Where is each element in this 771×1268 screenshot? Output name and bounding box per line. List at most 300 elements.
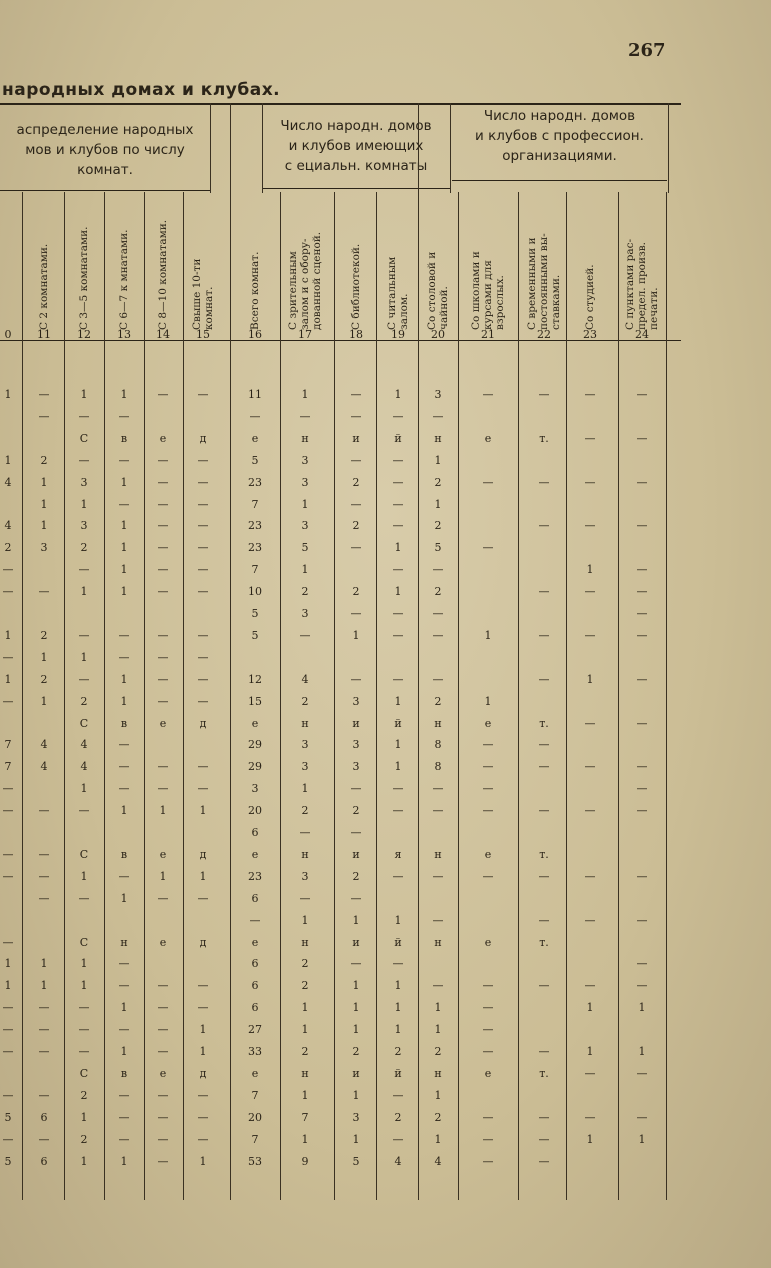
table-cell: 1 [352, 1001, 360, 1014]
table-cell: 1 [586, 1045, 594, 1058]
table-cell: е [251, 936, 259, 949]
table-cell: — [636, 957, 648, 970]
table-cell: — [432, 629, 444, 642]
table-cell: 1 [40, 695, 48, 708]
table-cell: 1 [120, 1155, 128, 1168]
group-rooms-header [0, 120, 210, 180]
table-cell: — [584, 476, 596, 489]
table-cell: — [197, 651, 209, 664]
group-prof-header [452, 106, 667, 166]
table-cell: 7 [251, 1089, 259, 1102]
column-number: 13 [117, 328, 131, 341]
table-cell: 1 [159, 870, 167, 883]
table-cell: — [157, 782, 169, 795]
table-cell: — [118, 629, 130, 642]
table-cell: — [38, 870, 50, 883]
table-cell: — [482, 979, 494, 992]
table-cell: 1 [120, 1045, 128, 1058]
table-cell: 1 [40, 651, 48, 664]
table-cell: — [157, 629, 169, 642]
table-cell: 4 [394, 1155, 402, 1168]
table-cell: — [2, 1045, 14, 1058]
table-cell: — [157, 1155, 169, 1168]
table-cell: — [157, 454, 169, 467]
table-cell: — [350, 388, 362, 401]
table-cell: — [636, 1067, 648, 1080]
table-cell: — [538, 519, 550, 532]
table-cell: е [159, 936, 167, 949]
table-cell: — [118, 498, 130, 511]
table-cell: 3 [301, 738, 309, 751]
column-rule [666, 192, 667, 1200]
group-special-line-3: с ециальн. комнаты [284, 158, 428, 174]
table-cell: — [38, 892, 50, 905]
table-cell: — [636, 760, 648, 773]
table-cell: 1 [80, 979, 88, 992]
column-number: 23 [583, 328, 597, 341]
table-cell: 2 [352, 1045, 360, 1058]
table-cell: 5 [4, 1111, 12, 1124]
table-cell: — [2, 804, 14, 817]
column-header-22: С временными и [526, 237, 538, 330]
table-cell: — [482, 782, 494, 795]
table-cell: — [350, 782, 362, 795]
table-cell: и [352, 432, 360, 445]
group-rooms-line-1: аспределение народных [16, 122, 194, 138]
column-number: 17 [298, 328, 312, 341]
table-cell: — [157, 1045, 169, 1058]
table-cell: 6 [251, 892, 259, 905]
table-cell: 2 [394, 1111, 402, 1124]
table-cell: 4 [4, 476, 12, 489]
table-cell: й [394, 432, 402, 445]
table-cell: — [392, 519, 404, 532]
table-cell: 1 [394, 1001, 402, 1014]
table-cell: 6 [251, 826, 259, 839]
table-cell: — [249, 914, 261, 927]
table-cell: — [392, 498, 404, 511]
table-cell: — [2, 936, 14, 949]
table-cell: 1 [301, 1089, 309, 1102]
table-cell: н [434, 848, 442, 861]
table-cell: 1 [80, 651, 88, 664]
table-cell: 1 [394, 760, 402, 773]
column-header-24: С пунктами рас- [624, 238, 636, 330]
table-cell: 1 [40, 979, 48, 992]
table-cell: — [584, 870, 596, 883]
table-cell: — [636, 1111, 648, 1124]
table-cell: 7 [301, 1111, 309, 1124]
table-cell: в [120, 1067, 128, 1080]
table-cell: 3 [434, 388, 442, 401]
table-cell: 1 [199, 804, 207, 817]
table-cell: — [584, 979, 596, 992]
table-cell: 1 [394, 695, 402, 708]
table-cell: 2 [434, 1111, 442, 1124]
table-cell: — [157, 563, 169, 576]
table-cell: й [394, 1067, 402, 1080]
table-cell: — [2, 695, 14, 708]
table-cell: — [118, 1111, 130, 1124]
column-rule [280, 192, 281, 1200]
table-cell: 1 [434, 1001, 442, 1014]
table-cell: 1 [80, 585, 88, 598]
table-cell: — [432, 607, 444, 620]
table-cell: — [197, 1001, 209, 1014]
column-rule [334, 192, 335, 1200]
table-cell: — [350, 826, 362, 839]
table-cell: 2 [301, 1045, 309, 1058]
table-cell: 20 [248, 804, 262, 817]
table-cell: 6 [251, 957, 259, 970]
table-cell: — [78, 410, 90, 423]
table-cell: 2 [301, 979, 309, 992]
column-number: 20 [431, 328, 445, 341]
table-cell: — [636, 432, 648, 445]
table-cell: в [120, 717, 128, 730]
table-cell: е [159, 1067, 167, 1080]
table-cell: 1 [352, 914, 360, 927]
table-cell: 4 [40, 760, 48, 773]
table-cell: — [197, 498, 209, 511]
table-cell: С [79, 432, 89, 445]
table-cell: 1 [638, 1133, 646, 1146]
table-cell: е [251, 717, 259, 730]
table-cell: — [482, 1111, 494, 1124]
table-cell: — [636, 673, 648, 686]
table-cell: — [636, 629, 648, 642]
table-cell: — [636, 782, 648, 795]
table-cell: — [482, 388, 494, 401]
table-cell: — [482, 738, 494, 751]
table-cell: 1 [120, 563, 128, 576]
table-cell: 1 [352, 1133, 360, 1146]
table-cell: 2 [40, 629, 48, 642]
table-cell: н [301, 1067, 309, 1080]
table-cell: 2 [352, 519, 360, 532]
table-cell: 1 [80, 1155, 88, 1168]
table-cell: — [482, 760, 494, 773]
column-header-16: Всего комнат. [249, 251, 261, 330]
table-cell: — [197, 454, 209, 467]
table-cell: — [392, 804, 404, 817]
table-cell: — [350, 454, 362, 467]
column-header-19: С читальным [386, 256, 398, 330]
column-number: 19 [391, 328, 405, 341]
table-cell: и [352, 1067, 360, 1080]
top-rule [0, 103, 681, 105]
table-cell: 1 [484, 629, 492, 642]
table-cell: — [538, 585, 550, 598]
column-number: 16 [248, 328, 262, 341]
table-cell: — [157, 892, 169, 905]
table-cell: 1 [586, 1001, 594, 1014]
table-cell: 1 [586, 563, 594, 576]
table-cell: — [197, 1133, 209, 1146]
table-cell: — [197, 519, 209, 532]
table-cell: 1 [301, 914, 309, 927]
table-cell: 2 [301, 585, 309, 598]
column-number: 0 [4, 328, 12, 341]
table-cell: 1 [4, 454, 12, 467]
table-cell: н [434, 432, 442, 445]
table-cell: — [482, 1155, 494, 1168]
table-cell: — [432, 979, 444, 992]
page-title: народных домах и клубах. [2, 80, 281, 100]
table-cell: — [538, 1045, 550, 1058]
group-rule [262, 103, 263, 193]
table-cell: — [538, 914, 550, 927]
table-cell: — [299, 629, 311, 642]
table-cell: 3 [352, 738, 360, 751]
column-number: 14 [156, 328, 170, 341]
table-cell: 1 [301, 1001, 309, 1014]
table-cell: — [584, 1111, 596, 1124]
table-cell: — [299, 826, 311, 839]
table-cell: 1 [199, 1155, 207, 1168]
table-cell: — [392, 454, 404, 467]
table-cell: 3 [352, 1111, 360, 1124]
column-rule [376, 192, 377, 1200]
table-cell: — [636, 519, 648, 532]
table-cell: — [38, 1023, 50, 1036]
table-cell: 1 [120, 388, 128, 401]
table-cell: 20 [248, 1111, 262, 1124]
column-header-21: взрослых. [494, 275, 506, 330]
column-number: 15 [196, 328, 210, 341]
table-cell: С [79, 848, 89, 861]
table-cell: 3 [40, 541, 48, 554]
group-prof-line-2: и клубов с профессион. [475, 128, 644, 144]
table-cell: — [157, 1089, 169, 1102]
table-cell: 1 [394, 979, 402, 992]
group-rooms-line-2: мов и клубов по числу [25, 142, 185, 158]
table-cell: — [157, 388, 169, 401]
table-cell: — [157, 760, 169, 773]
table-cell: — [38, 848, 50, 861]
table-cell: — [299, 892, 311, 905]
table-cell: 6 [40, 1155, 48, 1168]
table-cell: 6 [40, 1111, 48, 1124]
table-cell: — [118, 1023, 130, 1036]
column-header-17: залом и с обору- [299, 238, 311, 330]
table-cell: 1 [4, 673, 12, 686]
column-header-15: комнат. [203, 286, 215, 330]
table-cell: 1 [586, 1133, 594, 1146]
column-rule [230, 103, 231, 1200]
table-cell: в [120, 432, 128, 445]
table-cell: — [432, 804, 444, 817]
table-cell: е [251, 1067, 259, 1080]
table-cell: — [392, 410, 404, 423]
table-cell: т. [539, 432, 549, 445]
table-cell: 1 [4, 629, 12, 642]
table-cell: — [584, 388, 596, 401]
table-cell: — [38, 1045, 50, 1058]
table-cell: — [538, 760, 550, 773]
table-cell: — [118, 651, 130, 664]
table-cell: — [2, 563, 14, 576]
table-cell: 6 [251, 1001, 259, 1014]
table-cell: 23 [248, 519, 262, 532]
table-cell: 5 [251, 454, 259, 467]
table-cell: 1 [4, 957, 12, 970]
table-cell: 2 [40, 454, 48, 467]
table-cell: е [484, 936, 492, 949]
column-number: 22 [537, 328, 551, 341]
column-rule [518, 192, 519, 1200]
table-cell: 5 [4, 1155, 12, 1168]
table-cell: 23 [248, 541, 262, 554]
table-cell: 2 [434, 476, 442, 489]
table-cell: — [249, 410, 261, 423]
table-cell: й [394, 717, 402, 730]
table-cell: — [482, 870, 494, 883]
table-cell: 15 [248, 695, 262, 708]
group-prof-underline [452, 180, 667, 181]
table-cell: 6 [251, 979, 259, 992]
table-cell: — [584, 585, 596, 598]
group-special-header [262, 116, 450, 176]
column-header-22: ставками. [550, 274, 562, 330]
column-header-13: С 6—7 к мнатами. [118, 229, 130, 330]
table-cell: 1 [4, 388, 12, 401]
table-cell: — [636, 870, 648, 883]
table-cell: — [157, 1111, 169, 1124]
column-header-22: постоянными вы- [538, 233, 550, 330]
table-cell: — [157, 585, 169, 598]
table-cell: — [584, 717, 596, 730]
table-cell: — [584, 432, 596, 445]
table-cell: — [584, 914, 596, 927]
table-cell: — [392, 476, 404, 489]
table-cell: 8 [434, 738, 442, 751]
table-cell: н [301, 432, 309, 445]
table-cell: 23 [248, 870, 262, 883]
table-cell: — [636, 563, 648, 576]
group-rule [450, 103, 451, 193]
table-cell: 2 [4, 541, 12, 554]
table-cell: 1 [638, 1045, 646, 1058]
table-cell: — [78, 563, 90, 576]
table-cell: — [157, 1001, 169, 1014]
table-cell: — [636, 388, 648, 401]
group-rule [668, 103, 669, 193]
table-cell: — [38, 1133, 50, 1146]
table-cell: — [538, 804, 550, 817]
table-cell: — [636, 607, 648, 620]
table-cell: 1 [434, 454, 442, 467]
table-cell: — [38, 585, 50, 598]
table-cell: д [199, 432, 207, 445]
table-cell: — [197, 585, 209, 598]
table-cell: 7 [251, 498, 259, 511]
table-cell: 12 [248, 673, 262, 686]
table-cell: — [432, 870, 444, 883]
table-cell: 2 [394, 1045, 402, 1058]
table-cell: 1 [80, 1111, 88, 1124]
table-cell: 3 [301, 454, 309, 467]
group-prof-line-3: организациями. [502, 148, 617, 164]
table-cell: 1 [434, 498, 442, 511]
table-cell: — [482, 804, 494, 817]
table-cell: — [538, 388, 550, 401]
table-cell: н [301, 848, 309, 861]
table-cell: — [197, 629, 209, 642]
table-cell: 2 [434, 1045, 442, 1058]
table-cell: 1 [352, 629, 360, 642]
table-cell: — [78, 1045, 90, 1058]
table-cell: — [197, 695, 209, 708]
table-cell: 7 [251, 1133, 259, 1146]
table-cell: — [157, 695, 169, 708]
table-cell: 1 [120, 673, 128, 686]
table-cell: 2 [80, 1133, 88, 1146]
column-rule [618, 192, 619, 1200]
table-cell: — [482, 1001, 494, 1014]
table-cell: — [350, 892, 362, 905]
table-cell: 3 [301, 870, 309, 883]
table-cell: 1 [434, 1023, 442, 1036]
table-cell: 1 [434, 1089, 442, 1102]
table-cell: — [636, 804, 648, 817]
table-cell: 8 [434, 760, 442, 773]
table-cell: — [538, 979, 550, 992]
group-rooms-underline [0, 190, 210, 191]
table-cell: 1 [4, 979, 12, 992]
column-header-21: курсами для [482, 260, 494, 330]
column-header-19: залом. [398, 293, 410, 330]
table-cell: 2 [352, 870, 360, 883]
table-cell: 9 [301, 1155, 309, 1168]
table-cell: 1 [301, 498, 309, 511]
table-cell: — [538, 1155, 550, 1168]
table-cell: 3 [352, 760, 360, 773]
column-header-14: С 8—10 комнатами. [157, 219, 169, 330]
table-cell: 5 [251, 607, 259, 620]
table-cell: е [159, 432, 167, 445]
table-cell: — [482, 1023, 494, 1036]
table-cell: — [197, 1089, 209, 1102]
table-cell: 1 [120, 695, 128, 708]
table-cell: — [38, 804, 50, 817]
column-header-12: С 3—5 комнатами. [78, 226, 90, 330]
table-cell: — [538, 1111, 550, 1124]
column-rule [64, 192, 65, 1200]
table-cell: 1 [40, 498, 48, 511]
table-cell: 23 [248, 476, 262, 489]
column-header-24: предел. произв. [636, 242, 648, 330]
table-cell: 1 [394, 914, 402, 927]
table-cell: — [157, 1023, 169, 1036]
table-cell: 3 [80, 476, 88, 489]
column-header-20: чайной. [438, 286, 450, 330]
table-cell: — [392, 782, 404, 795]
table-cell: и [352, 936, 360, 949]
table-cell: 2 [352, 804, 360, 817]
table-cell: — [392, 1089, 404, 1102]
table-cell: — [392, 957, 404, 970]
table-cell: — [584, 519, 596, 532]
table-cell: — [538, 870, 550, 883]
page-number: 267 [628, 40, 666, 61]
table-cell: — [197, 979, 209, 992]
column-number: 18 [349, 328, 363, 341]
table-cell: 4 [434, 1155, 442, 1168]
table-cell: — [392, 629, 404, 642]
table-cell: 1 [301, 1023, 309, 1036]
table-cell: — [584, 760, 596, 773]
